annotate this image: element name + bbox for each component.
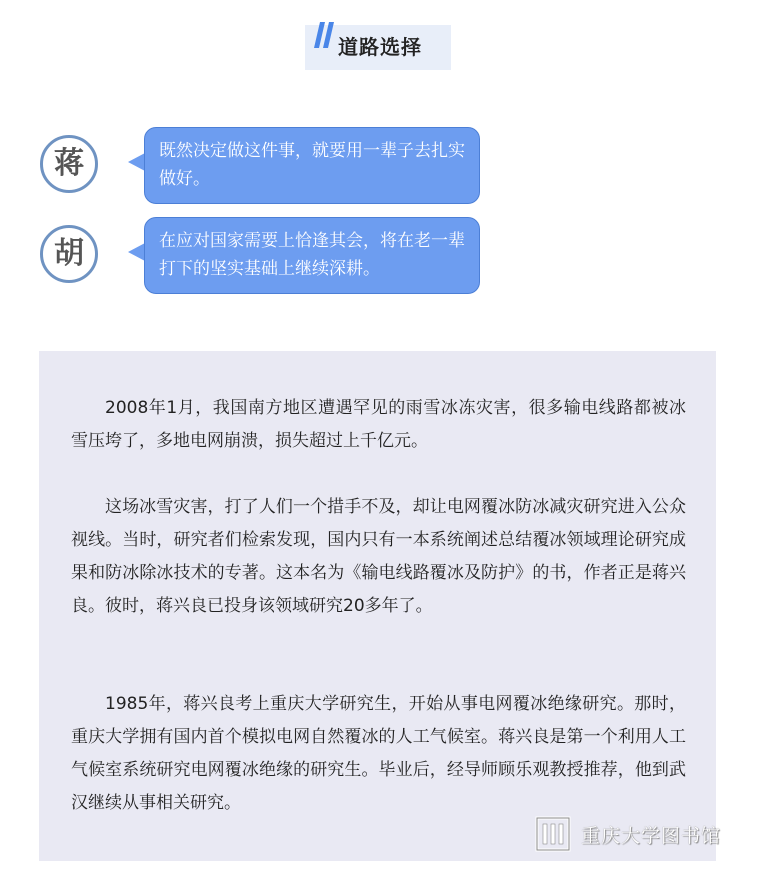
dialogue-row-2: [40, 217, 500, 297]
speaker-name-2: 胡: [54, 236, 84, 271]
speech-bubble-2: 在应对国家需要上恰逢其会，将在老一辈打下的坚实基础上继续深耕。: [144, 217, 480, 294]
watermark-text: 重庆大学图书馆: [581, 824, 722, 847]
section-title: 道路选择: [338, 35, 422, 59]
speaker-avatar-2: [40, 225, 98, 283]
double-slash-icon: [313, 22, 335, 48]
dialogue-row-1: [40, 127, 500, 207]
article-paragraph-2: 这场冰雪灾害，打了人们一个措手不及，却让电网覆冰防冰减灾研究进入公众视线。当时，研究者们检索发现，国内只有一本系统阐述总结覆冰领域理论研究成果和防冰除冰技术的专著。这本名为《输电线路覆冰及防护》的书，作者正是蒋兴良。彼时，蒋兴良已投身该领域研究20多年了。: [71, 497, 686, 616]
speech-bubble-tail-1: [128, 153, 145, 171]
speech-bubble-tail-2: [128, 243, 145, 261]
speech-bubble-1: 既然决定做这件事，就要用一辈子去扎实做好。: [144, 127, 480, 204]
speaker-name-1: 蒋: [54, 146, 84, 181]
watermark: [535, 816, 721, 852]
speaker-avatar-1: [40, 135, 98, 193]
library-logo-icon: [535, 816, 571, 852]
article-paragraph-1: 2008年1月，我国南方地区遭遇罕见的雨雪冰冻灾害，很多输电线路都被冰雪压垮了，多地电网崩溃，损失超过上千亿元。: [71, 398, 686, 451]
section-title-box: [305, 25, 451, 70]
article-paragraph-3: 1985年，蒋兴良考上重庆大学研究生，开始从事电网覆冰绝缘研究。那时，重庆大学拥有国内首个模拟电网自然覆冰的人工气候室。蒋兴良是第一个利用人工气候室系统研究电网覆冰绝缘的研究生。毕业后，经导师顾乐观教授推荐，他到武汉继续从事相关研究。: [71, 694, 686, 813]
